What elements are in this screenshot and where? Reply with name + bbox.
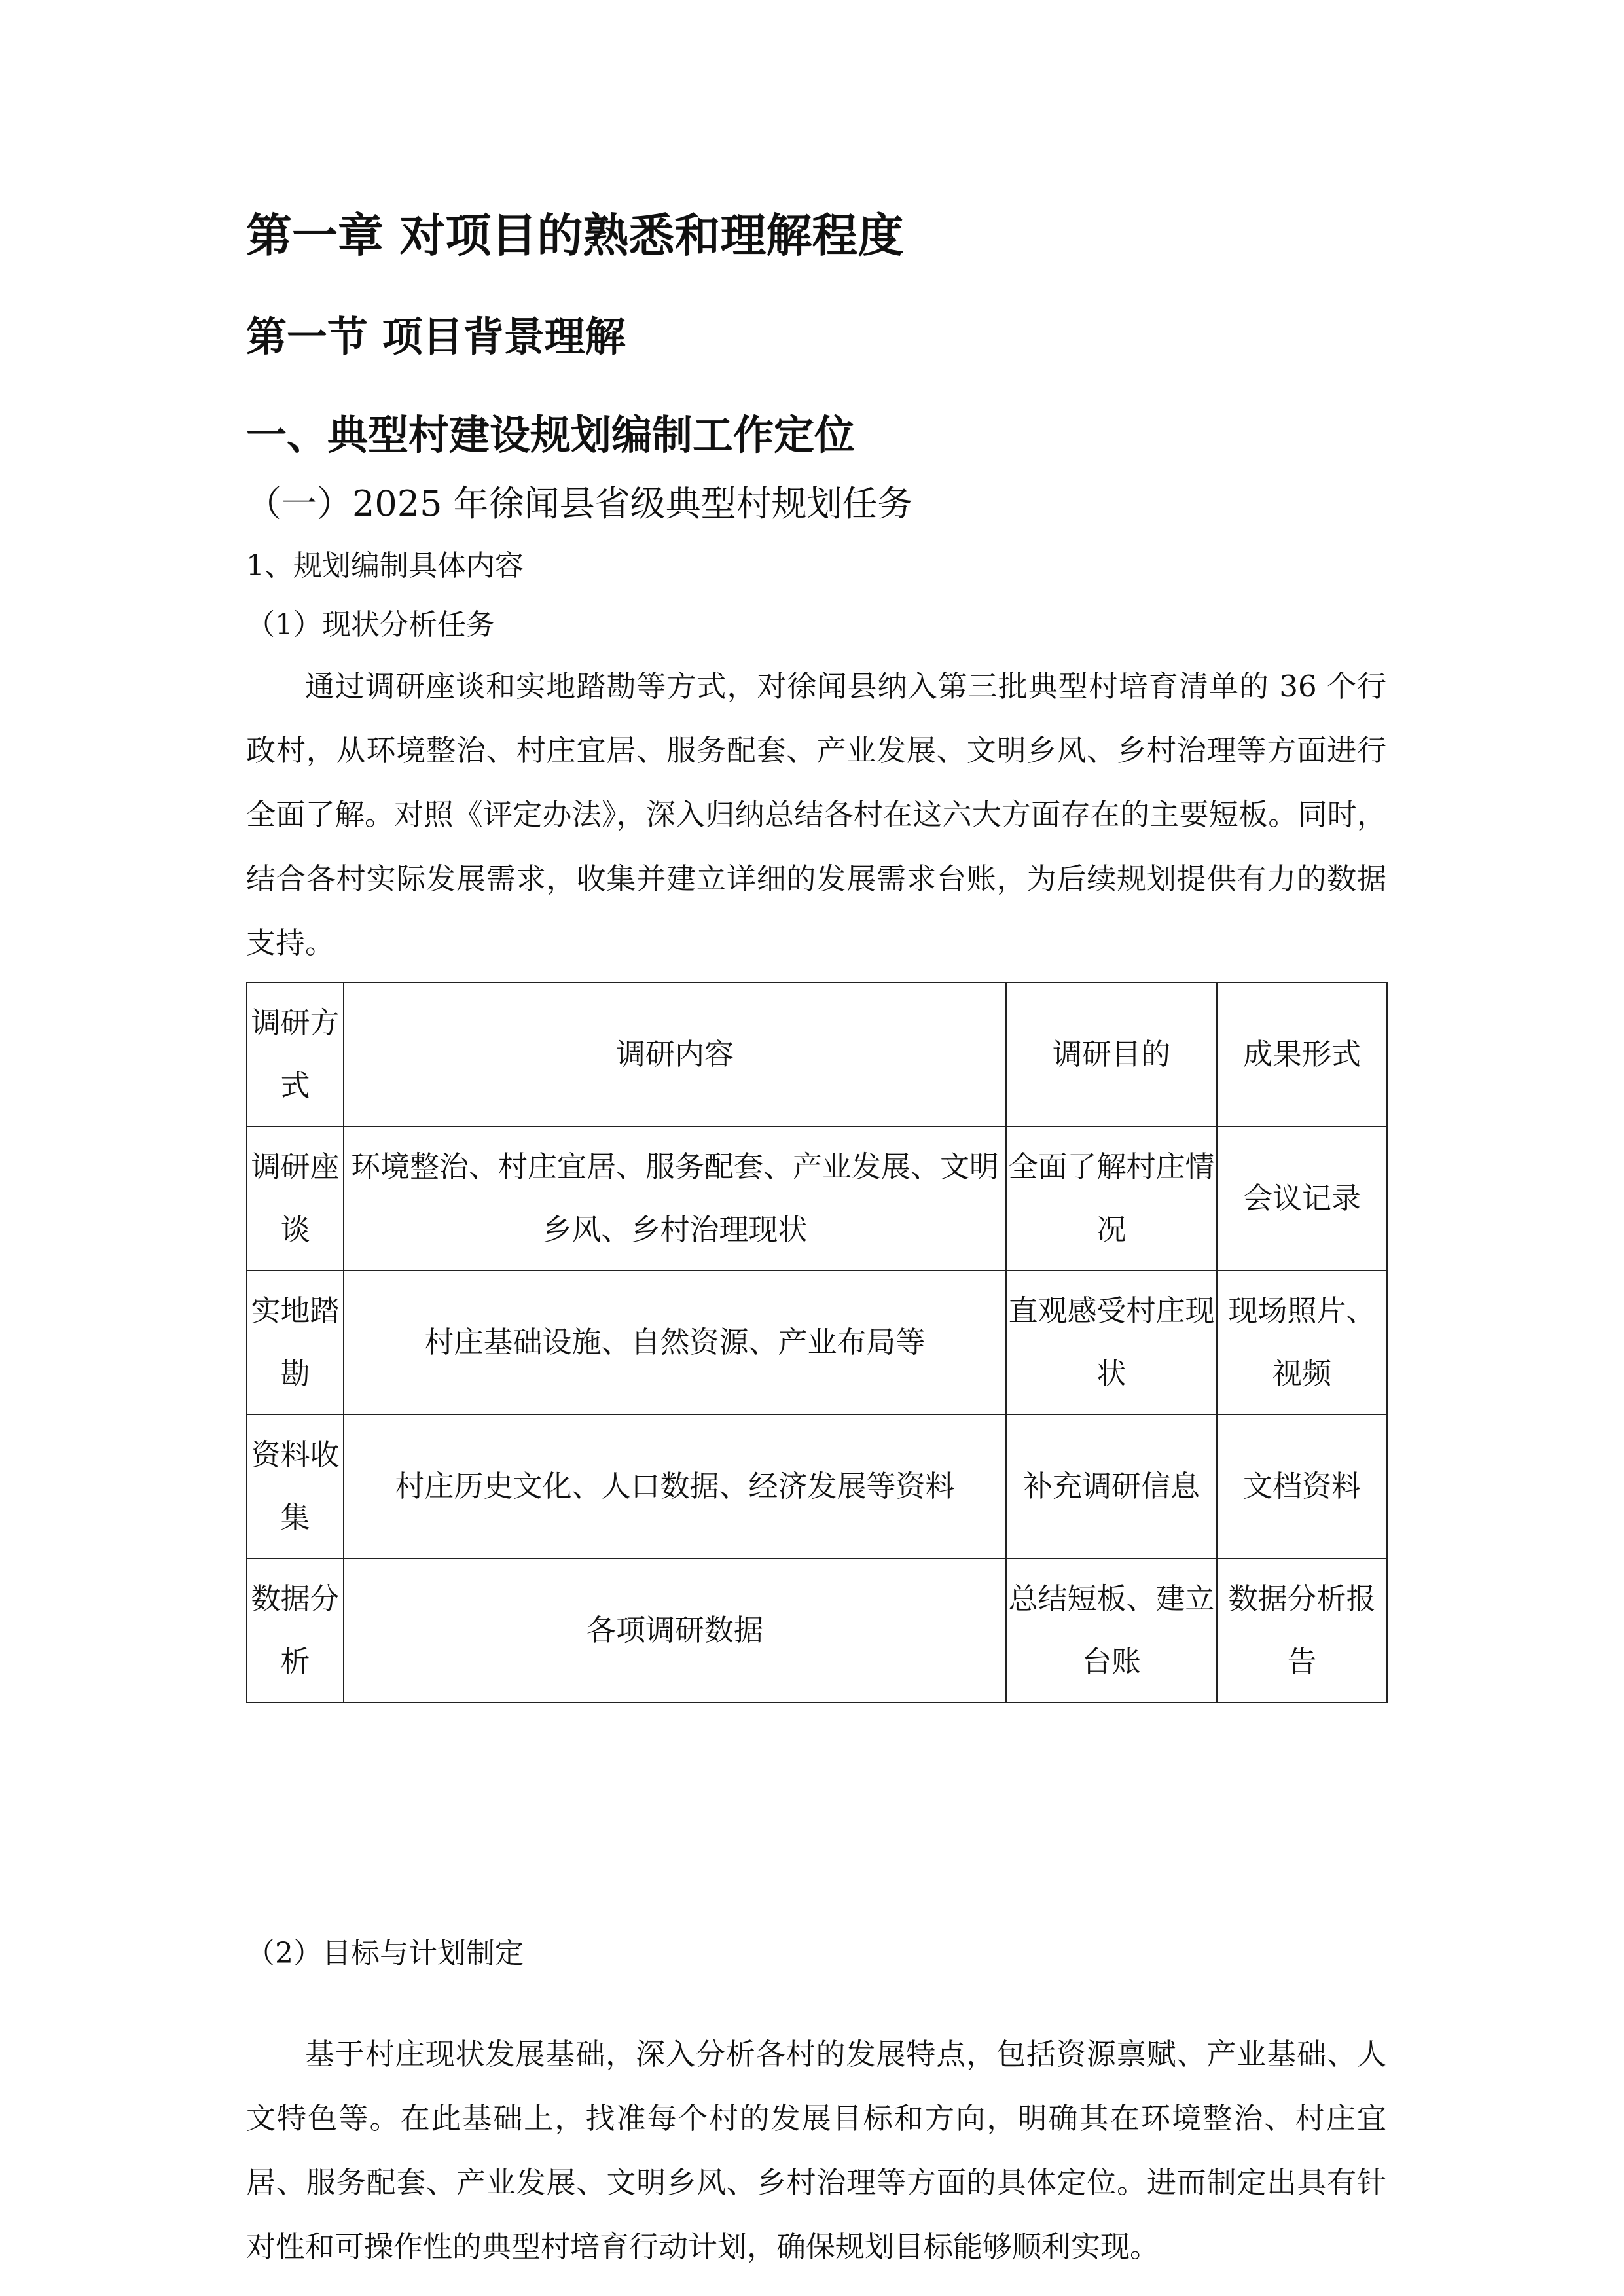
section-title: 第一节 项目背景理解 (246, 313, 626, 361)
subheading-goal-planning: （2）目标与计划制定 (246, 1937, 524, 1970)
subsection-title: （一）2025 年徐闻县省级典型村规划任务 (246, 483, 913, 524)
table-header-cell: 调研内容 (344, 982, 1006, 1126)
table-cell: 数据分析报告 (1217, 1558, 1387, 1702)
table-header-cell: 调研方式 (247, 982, 344, 1126)
table-cell: 村庄基础设施、自然资源、产业布局等 (344, 1270, 1006, 1414)
table-cell: 数据分析 (247, 1558, 344, 1702)
table-row (247, 1414, 1387, 1558)
table-cell: 各项调研数据 (344, 1558, 1006, 1702)
table-cell: 调研座谈 (247, 1126, 344, 1270)
table-header-cell: 成果形式 (1217, 982, 1387, 1126)
table-cell: 总结短板、建立台账 (1006, 1558, 1217, 1702)
table-cell: 环境整治、村庄宜居、服务配套、产业发展、文明乡风、乡村治理现状 (344, 1126, 1006, 1270)
table-cell: 现场照片、视频 (1217, 1270, 1387, 1414)
table-row (247, 1270, 1387, 1414)
survey-table (246, 982, 1388, 1703)
table-cell: 会议记录 (1217, 1126, 1387, 1270)
table-cell: 村庄历史文化、人口数据、经济发展等资料 (344, 1414, 1006, 1558)
table-header-row (247, 982, 1387, 1126)
subheading-planning-content: 1、规划编制具体内容 (246, 549, 524, 583)
paragraph-status-analysis: 通过调研座谈和实地踏勘等方式，对徐闻县纳入第三批典型村培育清单的 36 个行政村，从环境整治、村庄宜居、服务配套、产业发展、文明乡风、乡村治理等方面进行全面了解。对照《评定办法》，深入归纳总结各村在这六大方面存在的主要短板。同时，结合各村实际发展需求，收集并建立详细的发展需求台账，为后续规划提供有力的数据支持。 (246, 669, 1386, 960)
chapter-title: 第一章 对项目的熟悉和理解程度 (246, 209, 904, 262)
table-cell: 实地踏勘 (247, 1270, 344, 1414)
table-cell: 资料收集 (247, 1414, 344, 1558)
table-cell: 补充调研信息 (1006, 1414, 1217, 1558)
table-row (247, 1558, 1387, 1702)
subheading-status-analysis: （1）现状分析任务 (246, 608, 495, 641)
item-title: 一、典型村建设规划编制工作定位 (246, 411, 856, 459)
table-header-cell: 调研目的 (1006, 982, 1217, 1126)
paragraph-goal-planning: 基于村庄现状发展基础，深入分析各村的发展特点，包括资源禀赋、产业基础、人文特色等。在此基础上，找准每个村的发展目标和方向，明确其在环境整治、村庄宜居、服务配套、产业发展、文明乡风、乡村治理等方面的具体定位。进而制定出具有针对性和可操作性的典型村培育行动计划，确保规划目标能够顺利实现。 (246, 2037, 1386, 2264)
table-cell: 直观感受村庄现状 (1006, 1270, 1217, 1414)
table-row (247, 1126, 1387, 1270)
table-cell: 全面了解村庄情况 (1006, 1126, 1217, 1270)
table-cell: 文档资料 (1217, 1414, 1387, 1558)
